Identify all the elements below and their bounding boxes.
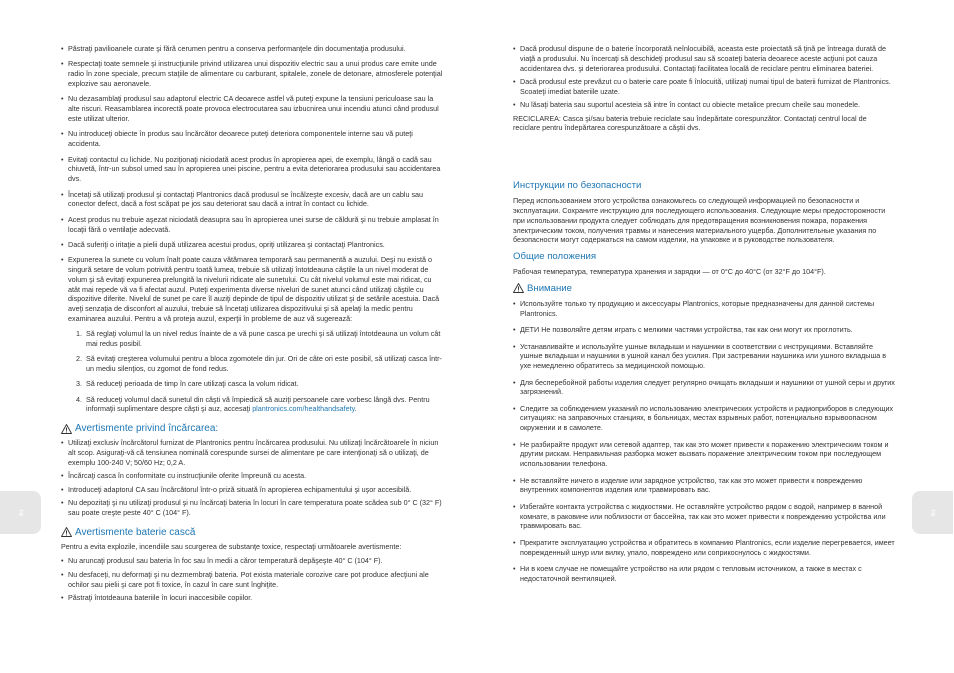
- list-item: • Не вставляйте ничего в изделие или зарядное устройство, так как это может привести к повреждению внутренних компонентов изделия или травмировать вас.: [513, 476, 895, 496]
- list-item: • Păstraţi pavilioanele curate şi fără cerumen pentru a conserva performanţele din documentaţia produsului.: [61, 44, 443, 54]
- list-item: • Nu lăsaţi bateria sau suportul acesteia să intre în contact cu obiecte metalice precum cheile sau monedele.: [513, 100, 895, 110]
- general-safety-list: [61, 44, 443, 414]
- language-tab-ru-label: ru: [929, 509, 936, 516]
- charging-warnings-heading: Avertismente privind încărcarea:: [61, 423, 443, 434]
- list-item: • Для бесперебойной работы изделия следует регулярно очищать вкладыши и наушники от ушной серы и других загрязнений.: [513, 378, 895, 398]
- ru-general-text: Рабочая температура, температура хранения и зарядки — от 0°C до 40°C (от 32°F до 104°F).: [513, 267, 826, 277]
- language-tab-ro-label: ro: [17, 509, 24, 516]
- list-item: • Ни в коем случае не помещайте устройство на или рядом с тепловым источником, а также в местах с недостаточной вентиляцией.: [513, 564, 895, 584]
- list-item: • Nu introduceţi obiecte în produs sau încărcător deoarece puteţi deteriora componentele interne sau vă puteţi accidenta.: [61, 129, 443, 149]
- list-item: • Păstraţi întotdeauna bateriile în locuri inaccesibile copiilor.: [61, 593, 443, 603]
- charging-warnings-list: [61, 438, 443, 517]
- list-item: • Respectaţi toate semnele şi instrucţiunile privind utilizarea unui dispozitiv electric sau a unui produs care emite unde radio în zone speciale, precum staţiile de alimentare cu carburant, spitalele, zonele de detonare, atmosferele potenţial explozive sau aeronavele.: [61, 59, 443, 88]
- hearing-suggestions-list: [68, 329, 443, 414]
- numbered-item: 1. Să reglaţi volumul la un nivel redus înainte de a vă pune casca pe urechi şi să utilizaţi întotdeauna un volum cât mai redus posibil.: [76, 328, 441, 348]
- battery-warnings-list: [61, 556, 443, 602]
- list-item: • Utilizaţi exclusiv încărcătorul furnizat de Plantronics pentru încărcarea produsului. Nu utilizaţi încărcătoarele în niciun alt scop. Asiguraţi-vă că tensiunea nominală corespunde sursei de alimentare pe care intenţionaţi să o utilizaţi, de exemplu 100-240 V; 50/60 Hz; 0,2 A.: [61, 438, 443, 467]
- list-item: • Dacă produsul este prevăzut cu o baterie care poate fi înlocuită, utilizaţi numai tipul de baterii furnizat de Plantronics. Scoateţi imediat bateriile uzate.: [513, 77, 895, 97]
- numbered-item: 3. Să reduceţi perioada de timp în care utilizaţi casca la volum ridicat.: [76, 379, 299, 389]
- list-item: [61, 255, 443, 414]
- ru-warning-heading: Внимание: [513, 283, 895, 294]
- language-tab-ru: [912, 491, 953, 534]
- numbered-item: 4. Să reduceţi volumul dacă sunetul din căşti vă împiedică să auziţi persoanele care vorbesc lângă dvs. Pentru informaţii suplimentare despre căşti şi auz, accesaţi plantronics.com/healthandsafety.: [76, 394, 430, 414]
- list-item: • ДЕТИ Не позволяйте детям играть с мелкими частями устройства, так как они могут их проглотить.: [513, 325, 895, 335]
- list-item: • Не разбирайте продукт или сетевой адаптер, так как это может привести к поражению электрическим током и другим рискам. Неправильная разборка может вызвать поражение электрическим током при последующем использовании телефона.: [513, 440, 895, 469]
- language-tab-ro: [0, 491, 41, 534]
- list-item: • Прекратите эксплуатацию устройства и обратитесь в компанию Plantronics, если изделие перегревается, имеет поврежденный шнур или вилку, упало, повреждено или соприкоснулось с жидкостями.: [513, 538, 895, 558]
- ru-warnings-list: [513, 299, 895, 584]
- warning-icon: [61, 424, 72, 434]
- list-item: • Избегайте контакта устройства с жидкостями. Не оставляйте устройство рядом с водой, например в ванной комнате, в раковине или поблизости от бассейна, так как это может привести к повреждению устройства или травмировать вас.: [513, 502, 895, 531]
- recycling-notice: RECICLAREA: Casca şi/sau bateria trebuie reciclate sau îndepărtate corespunzător. Contactaţi centrul local de reciclare pentru îndepărtarea corespunzătoare a căştii dvs.: [513, 113, 867, 133]
- list-item: • Acest produs nu trebuie aşezat niciodată deasupra sau în apropierea unei surse de căldură şi nu trebuie amplasat în locaţii fără o ventilaţie adecvată.: [61, 215, 443, 235]
- list-item: • Evitaţi contactul cu lichide. Nu poziţionaţi niciodată acest produs în apropierea apei, de exemplu, lângă o cadă sau chiuvetă, într-un subsol umed sau în apropierea unei piscine, pentru a evita deteriorarea produsului sau accidentarea dvs.: [61, 155, 443, 184]
- hearing-warning-text: Expunerea la sunete cu volum înalt poate cauza vătămarea temporară sau permanentă a auzului. Deşi nu există o singură setare de volum potrivită pentru toată lumea, trebuie să utilizaţi întotdeauna căştile la un nivel moderat de volum şi să evitaţi expunerea prelungită la nivelurii ridicate ale sunetului. Cu cât nivelul volumul este mai ridicat, cu atât mai repede vă va fi afectat auzul. Puteţi experimenta diverse niveluri de sunet atunci când utilizaţi căştile cu dispozitive diferite. Nivelul de sunet pe care îl auziţi depinde de tipul de dispozitiv utilizat şi de setările acestuia. Dacă aveţi senzaţia de disconfort al auzului, trebuie să încetaţi utilizarea dispozitivului şi să apelaţi la medic pentru examinarea auzului. Pentru a vă proteja auzul, experţii în probleme de auz vă sugerează:: [68, 255, 440, 324]
- ru-safety-text: Перед использованием этого устройства ознакомьтесь со следующей информацией по безопасности и эксплуатации. Сохраните инструкцию для последующего использования. Следующие меры предосторожности при использовании продукта следует соблюдать для предотвращения возникновения пожара, поражения электрическим током, получения травмы и нанесения материального ущерба. Дополнительные указания по безопасности могут содержаться на самом изделии, на упаковке и в руководстве пользователя.: [513, 196, 886, 245]
- list-item: • Используйте только ту продукцию и аксессуары Plantronics, которые предназначены для данной системы Plantronics.: [513, 299, 895, 319]
- list-item: • Încărcaţi casca în conformitate cu instrucţiunile oferite împreună cu acesta.: [61, 471, 443, 481]
- list-item: • Nu desfaceţi, nu deformaţi şi nu dezmembraţi bateria. Pot exista materiale corozive care pot produce afecţiuni ale ochilor sau pielii şi care pot fi toxice, în cazul în care sunt înghiţite.: [61, 570, 443, 590]
- health-safety-link[interactable]: plantronics.com/healthandsafety: [252, 404, 355, 414]
- warning-icon: [513, 283, 524, 293]
- list-item: • Nu dezasamblaţi produsul sau adaptorul electric CA deoarece astfel vă puteţi expune la tensiuni periculoase sau la alte riscuri. Reasamblarea incorectă poate provoca electrocutarea sau izbucnirea unui incendiu atunci când produsul este utilizat ulterior.: [61, 94, 443, 123]
- list-item: • Dacă produsul dispune de o baterie încorporată neînlocuibilă, aceasta este proiectată să ţină pe întreaga durată de viaţă a produsului. Nu încercaţi să deschideţi produsul sau să scoateţi bateria deoarece aceste acţiuni pot cauza accidentarea dvs. şi deteriorarea produsului. Contactaţi facilitatea locală de reciclare pentru eliminarea bateriei.: [513, 44, 895, 73]
- list-item: • Устанавливайте и используйте ушные вкладыши и наушники в соответствии с инструкциями. Вставляйте ушные вкладыши и наушники в ушной канал без усилия. При застревании наушника или ушного вкладыша в ухе немедленно обратитесь за медицинской помощью.: [513, 342, 895, 371]
- numbered-item: 2. Să evitaţi creşterea volumului pentru a bloca zgomotele din jur. Ori de câte ori este posibil, să utilizaţi casca într-un mediu silenţios, cu zgomot de fond redus.: [76, 354, 442, 373]
- list-item: • Introduceţi adaptorul CA sau încărcătorul într-o priză situată în apropierea echipamentului şi uşor accesibilă.: [61, 485, 443, 495]
- left-column: [61, 44, 443, 606]
- list-item: • Nu depozitaţi şi nu utilizaţi produsul şi nu încărcaţi bateria în locuri în care temperatura poate scădea sub 0° C (32° F) sau poate creşte peste 40° C (104° F).: [61, 498, 443, 518]
- list-item: • Dacă suferiţi o iritaţie a pielii după utilizarea acestui produs, opriţi utilizarea şi contactaţi Plantronics.: [61, 240, 443, 250]
- warning-icon: [61, 527, 72, 537]
- right-column: [513, 44, 895, 590]
- battery-warnings-heading: Avertismente baterie cască: [61, 527, 443, 538]
- ru-safety-heading: Инструкции по безопасности: [513, 180, 642, 192]
- ru-general-heading: Общие положения: [513, 251, 597, 263]
- list-item: • Nu aruncaţi produsul sau bateria în foc sau în medii a căror temperatură depăşeşte 40° C (104° F).: [61, 556, 443, 566]
- list-item: • Încetaţi să utilizaţi produsul şi contactaţi Plantronics dacă produsul se încălzeşte excesiv, dacă are un cablu sau conector defect, dacă a fost scăpat pe jos sau deteriorat sau dacă a intrat în contact cu lichide.: [61, 190, 443, 210]
- battery-intro: Pentru a evita explozile, incendiile sau scurgerea de substanţe toxice, respectaţi următoarele avertismente:: [61, 541, 402, 551]
- battery-warnings-continued-list: [513, 44, 895, 110]
- list-item: • Следите за соблюдением указаний по использованию электрических устройств и радиоприборов в следующих ситуациях: на заправочных станциях, в больницах, местах взрывных работ, потенциально взрывоопасном окружении и в самолете.: [513, 404, 895, 433]
